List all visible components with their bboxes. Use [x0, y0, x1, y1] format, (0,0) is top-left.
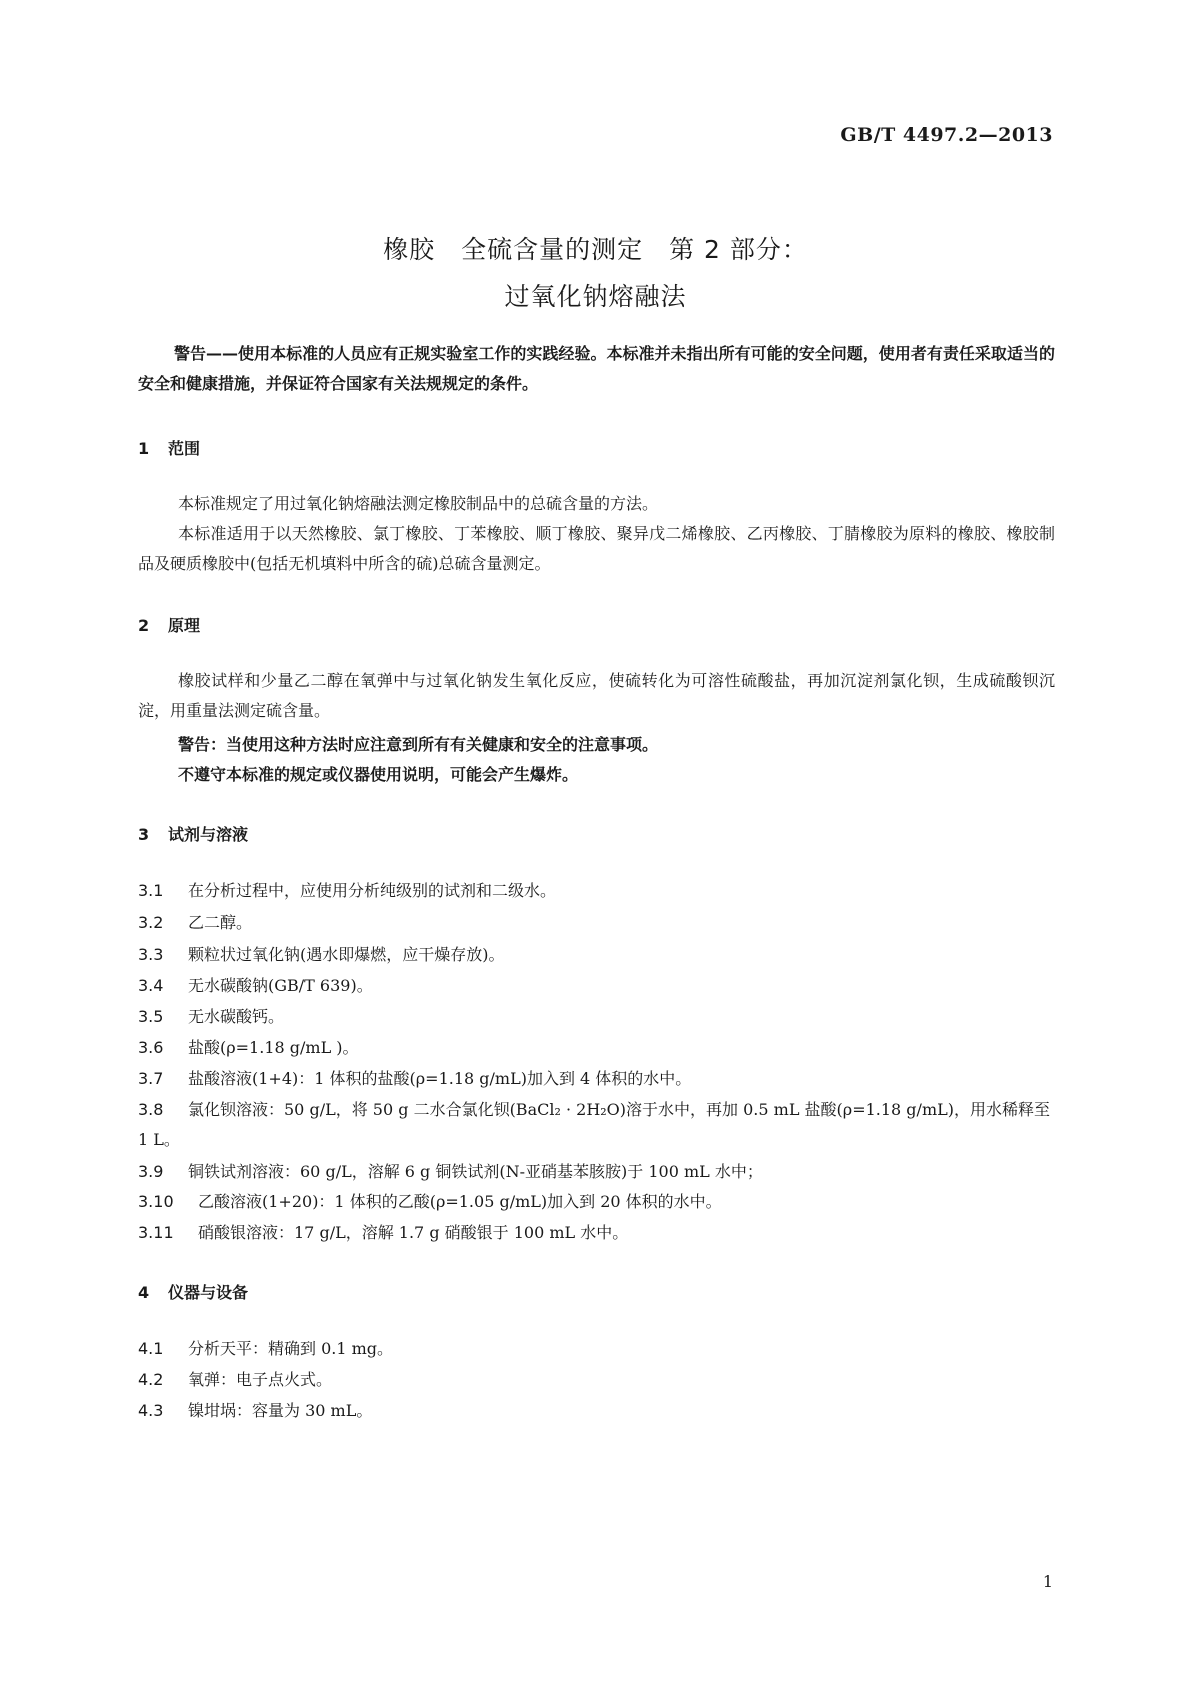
item-number: 3.5: [138, 1007, 164, 1026]
section-3-heading: [138, 822, 248, 845]
item-number: 4.1: [138, 1339, 164, 1358]
item-number: 3.7: [138, 1069, 164, 1088]
section-number: 3: [138, 825, 150, 844]
document-title-line1: 橡胶 全硫含量的测定 第 2 部分：: [383, 235, 808, 264]
item-text: 氯化钡溶液：50 g/L，将 50 g 二水合氯化钡(BaCl₂ · 2H₂O)溶于水中，再加 0.5 mL 盐酸(ρ=1.18 g/mL)，用水稀释至 1 L。: [138, 1100, 1050, 1149]
item-number: 3.2: [138, 913, 164, 932]
item-text: 在分析过程中，应使用分析纯级别的试剂和二级水。: [188, 881, 557, 900]
section-title: 仪器与设备: [168, 1283, 249, 1302]
item-text: 乙酸溶液(1+20)：1 体积的乙酸(ρ=1.05 g/mL)加入到 20 体积的水中。: [198, 1192, 722, 1211]
section-2-paragraph-1: 橡胶试样和少量乙二醇在氧弹中与过氧化钠发生氧化反应，使硫转化为可溶性硫酸盐，再加沉淀剂氯化钡，生成硫酸钡沉淀，用重量法测定硫含量。: [138, 671, 1055, 720]
section-2-warning-2: 不遵守本标准的规定或仪器使用说明，可能会产生爆炸。: [178, 765, 579, 784]
section-1-paragraph-2: 本标准适用于以天然橡胶、氯丁橡胶、丁苯橡胶、顺丁橡胶、聚异戊二烯橡胶、乙丙橡胶、丁腈橡胶为原料的橡胶、橡胶制品及硬质橡胶中(包括无机填料中所含的硫)总硫含量测定。: [138, 524, 1055, 573]
section-4-heading: [138, 1280, 248, 1303]
list-item: [138, 1002, 1055, 1032]
list-item: [138, 940, 1055, 970]
item-text: 盐酸溶液(1+4)：1 体积的盐酸(ρ=1.18 g/mL)加入到 4 体积的水中。: [188, 1069, 692, 1088]
item-number: 3.6: [138, 1038, 164, 1057]
list-item: [138, 1157, 1055, 1187]
section-2-heading: [138, 613, 200, 636]
standard-code: GB/T 4497.2—2013: [840, 124, 1053, 146]
item-text: 颗粒状过氧化钠(遇水即爆燃，应干燥存放)。: [188, 945, 505, 964]
list-item: [138, 876, 1055, 906]
item-text: 无水碳酸钠(GB/T 639)。: [188, 976, 373, 995]
list-item: [138, 1218, 1055, 1248]
section-title: 原理: [168, 616, 201, 635]
section-number: 4: [138, 1283, 150, 1302]
list-item: [138, 971, 1055, 1001]
page-number: 1: [1042, 1572, 1053, 1591]
item-text: 硝酸银溶液：17 g/L，溶解 1.7 g 硝酸银于 100 mL 水中。: [198, 1223, 629, 1242]
section-1-heading: [138, 436, 200, 459]
section-number: 1: [138, 439, 150, 458]
item-text: 镍坩埚：容量为 30 mL。: [188, 1401, 373, 1420]
list-item: [138, 1095, 1055, 1155]
item-text: 无水碳酸钙。: [188, 1007, 285, 1026]
list-item: [138, 1365, 1055, 1395]
item-number: 3.3: [138, 945, 164, 964]
safety-warning: 警告——使用本标准的人员应有正规实验室工作的实践经验。本标准并未指出所有可能的安全问题，使用者有责任采取适当的安全和健康措施，并保证符合国家有关法规规定的条件。: [138, 344, 1055, 393]
section-2-warning-1: 警告：当使用这种方法时应注意到所有有关健康和安全的注意事项。: [178, 735, 659, 754]
section-title: 试剂与溶液: [168, 825, 249, 844]
list-item: [138, 908, 1055, 938]
item-text: 铜铁试剂溶液：60 g/L，溶解 6 g 铜铁试剂(N-亚硝基苯胲胺)于 100 mL 水中；: [188, 1162, 763, 1181]
list-item: [138, 1187, 1055, 1217]
item-number: 3.1: [138, 881, 164, 900]
item-number: 3.9: [138, 1162, 164, 1181]
item-number: 3.8: [138, 1100, 164, 1119]
item-number: 4.3: [138, 1401, 164, 1420]
item-number: 3.11: [138, 1223, 174, 1242]
list-item: [138, 1334, 1055, 1364]
item-number: 3.4: [138, 976, 164, 995]
document-title-line2: 过氧化钠熔融法: [504, 282, 687, 311]
section-1-paragraph-1: 本标准规定了用过氧化钠熔融法测定橡胶制品中的总硫含量的方法。: [178, 494, 659, 513]
item-text: 氧弹：电子点火式。: [188, 1370, 333, 1389]
item-text: 盐酸(ρ=1.18 g/mL )。: [188, 1038, 359, 1057]
list-item: [138, 1396, 1055, 1426]
section-number: 2: [138, 616, 150, 635]
list-item: [138, 1064, 1055, 1094]
item-number: 3.10: [138, 1192, 174, 1211]
item-number: 4.2: [138, 1370, 164, 1389]
section-title: 范围: [168, 439, 201, 458]
item-text: 分析天平：精确到 0.1 mg。: [188, 1339, 394, 1358]
list-item: [138, 1033, 1055, 1063]
item-text: 乙二醇。: [188, 913, 253, 932]
